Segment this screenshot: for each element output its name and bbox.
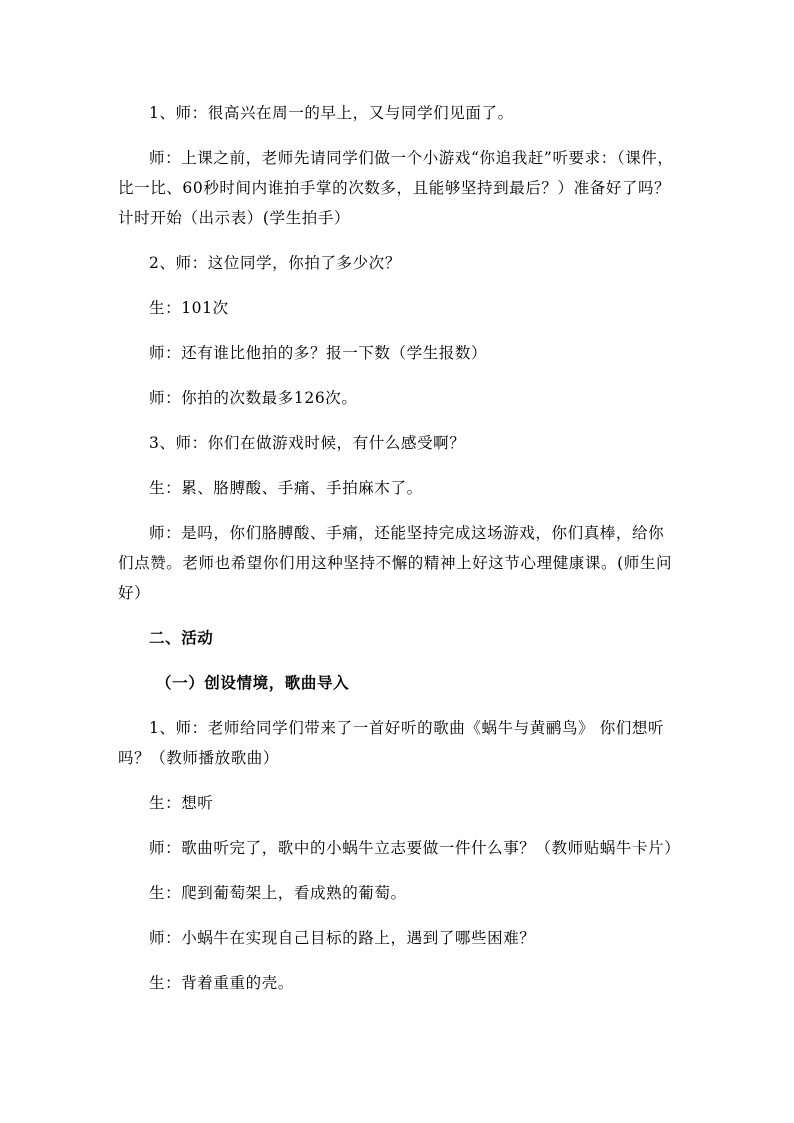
- paragraph-student-snail-goal: 生：爬到葡萄架上，看成熟的葡萄。: [149, 884, 407, 902]
- section-heading-activity: 二、活动: [149, 628, 214, 647]
- paragraph-teacher-ask-more: 师：还有谁比他拍的多？报一下数（学生报数）: [149, 344, 488, 362]
- paragraph-student-snail-shell: 生：背着重重的壳。: [149, 974, 294, 992]
- paragraph-teacher-praise: 师：是吗，你们胳膊酸、手痛，还能坚持完成这场游戏，你们真棒，给你们点赞。老师也希望你们用这种坚持不懈的精神上好这节心理健康课。(师生问好）: [118, 524, 673, 602]
- paragraph-teacher-most-count: 师：你拍的次数最多126次。: [149, 389, 358, 407]
- paragraph-teacher-question-count: 2、师：这位同学，你拍了多少次？: [149, 254, 401, 272]
- paragraph-teacher-greeting: 1、师：很高兴在周一的早上，又与同学们见面了。: [149, 104, 514, 122]
- paragraph-game-instructions: 师：上课之前，老师先请同学们做一个小游戏“你追我赶”听要求：（课件，比一比、60秒时间内谁拍手掌的次数多，且能够坚持到最后？）准备好了吗？计时开始（出示表）(学生拍手）: [118, 149, 674, 227]
- paragraph-student-feeling: 生：累、胳膊酸、手痛、手拍麻木了。: [149, 479, 423, 497]
- paragraph-teacher-snail-goal: 师：歌曲听完了，歌中的小蜗牛立志要做一件什么事？（教师贴蜗牛卡片）: [149, 839, 681, 857]
- paragraph-teacher-snail-difficulty: 师：小蜗牛在实现自己目标的路上，遇到了哪些困难？: [149, 929, 536, 947]
- document-body: [118, 98, 681, 1013]
- paragraph-teacher-ask-feeling: 3、师：你们在做游戏时候，有什么感受啊？: [149, 434, 466, 452]
- subsection-heading-song-intro: （一）创设情境，歌曲导入: [156, 673, 350, 692]
- paragraph-student-want-listen: 生：想听: [149, 794, 214, 812]
- paragraph-student-answer-count: 生：101次: [149, 299, 229, 317]
- paragraph-teacher-song: 1、师：老师给同学们带来了一首好听的歌曲《蜗牛与黄鹂鸟》 你们想听吗？（教师播放歌曲）: [118, 719, 665, 767]
